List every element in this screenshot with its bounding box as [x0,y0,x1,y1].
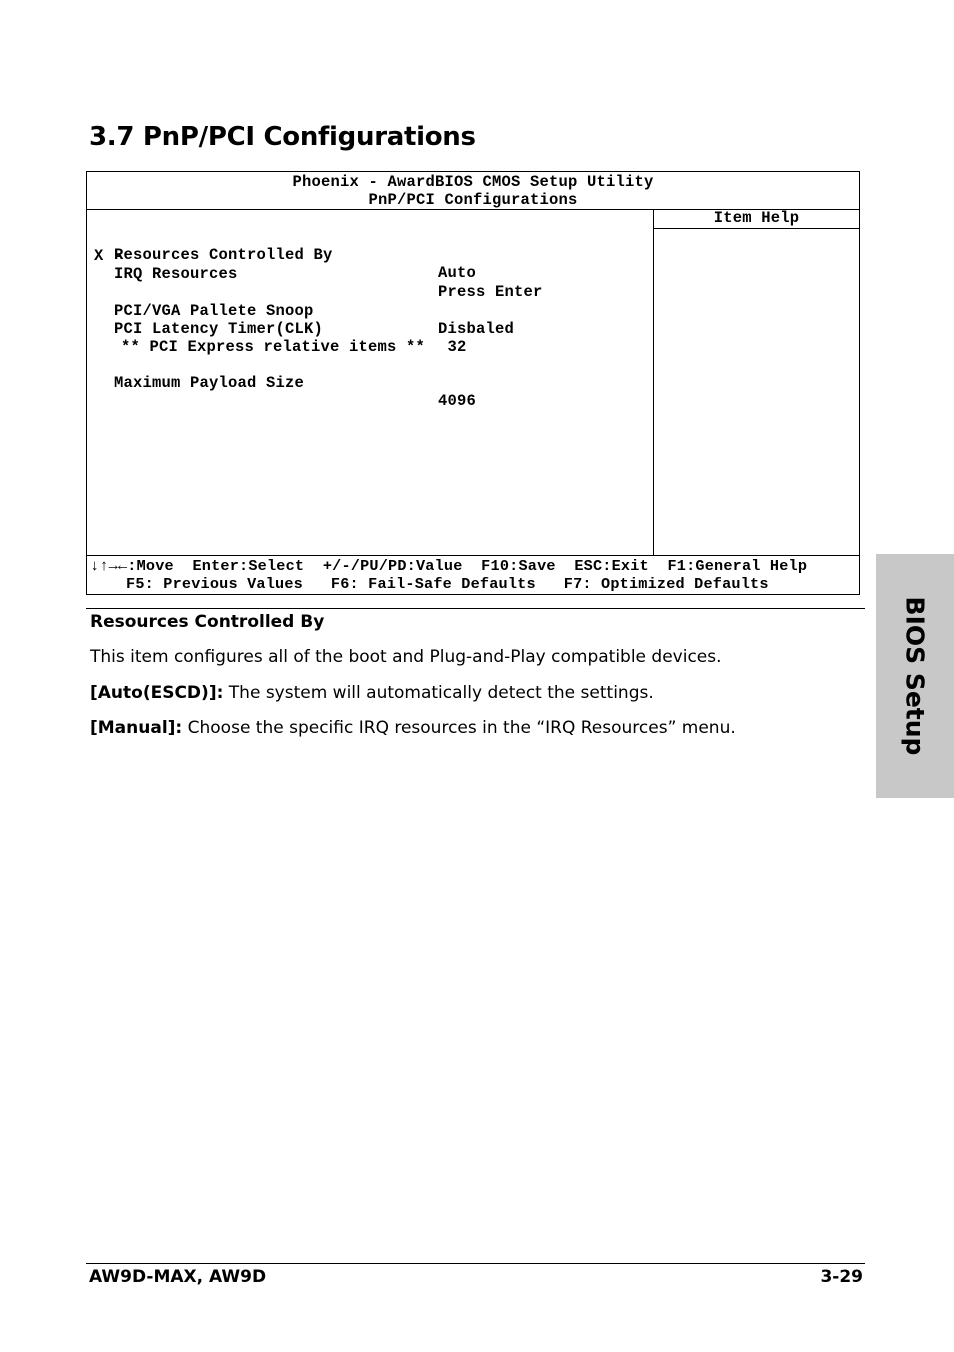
bios-screen [86,171,860,595]
setting-value[interactable]: Auto [438,264,477,282]
option-text: The system will automatically detect the settings. [223,683,654,703]
footer-page-number: 3-29 [820,1267,863,1287]
option-auto [90,683,654,703]
bios-key-legend [87,555,859,595]
chapter-side-tab [876,554,954,798]
setting-label: IRQ Resources [114,265,238,283]
section-divider [86,608,865,609]
option-name: [Auto(ESCD)]: [90,683,224,703]
item-help-title: Item Help [654,209,859,229]
setting-label: PCI/VGA Pallete Snoop [114,302,314,320]
chapter-tab-label: BIOS Setup [900,596,930,756]
option-manual [90,718,736,738]
submenu-marker: X - [94,247,123,265]
description-intro: This item configures all of the boot and Plug-and-Play compatible devices. [90,647,722,667]
setting-value[interactable]: 32 [438,338,467,356]
setting-value[interactable]: Press Enter [438,283,543,301]
section-title: 3.7 PnP/PCI Configurations [89,122,476,152]
footer-divider [86,1263,865,1264]
footer-model: AW9D-MAX, AW9D [89,1267,267,1287]
setting-label: Maximum Payload Size [114,374,305,392]
bios-subtitle: PnP/PCI Configurations [368,191,578,209]
setting-value[interactable]: Disbaled [438,320,515,338]
bios-header [87,172,859,210]
setting-value[interactable]: 4096 [438,392,477,410]
option-text: Choose the specific IRQ resources in the “IRQ Resources” menu. [182,718,736,738]
function-keys: F5: Previous Values F6: Fail-Safe Defaults F7: Optimized Defaults [126,575,769,593]
setting-label: PCI Latency Timer(CLK) [114,320,324,338]
option-name: [Manual]: [90,718,183,738]
bios-title: Phoenix - AwardBIOS CMOS Setup Utility [292,173,654,191]
section-heading-text: ** PCI Express relative items ** [121,338,426,356]
setting-label: Resources Controlled By [114,246,333,264]
bios-settings-panel [87,209,654,555]
navigation-keys: ↓↑→←:Move Enter:Select +/-/PU/PD:Value F10:Save ESC:Exit F1:General Help [90,557,808,575]
item-help-panel [654,209,859,555]
description-heading: Resources Controlled By [90,612,325,632]
